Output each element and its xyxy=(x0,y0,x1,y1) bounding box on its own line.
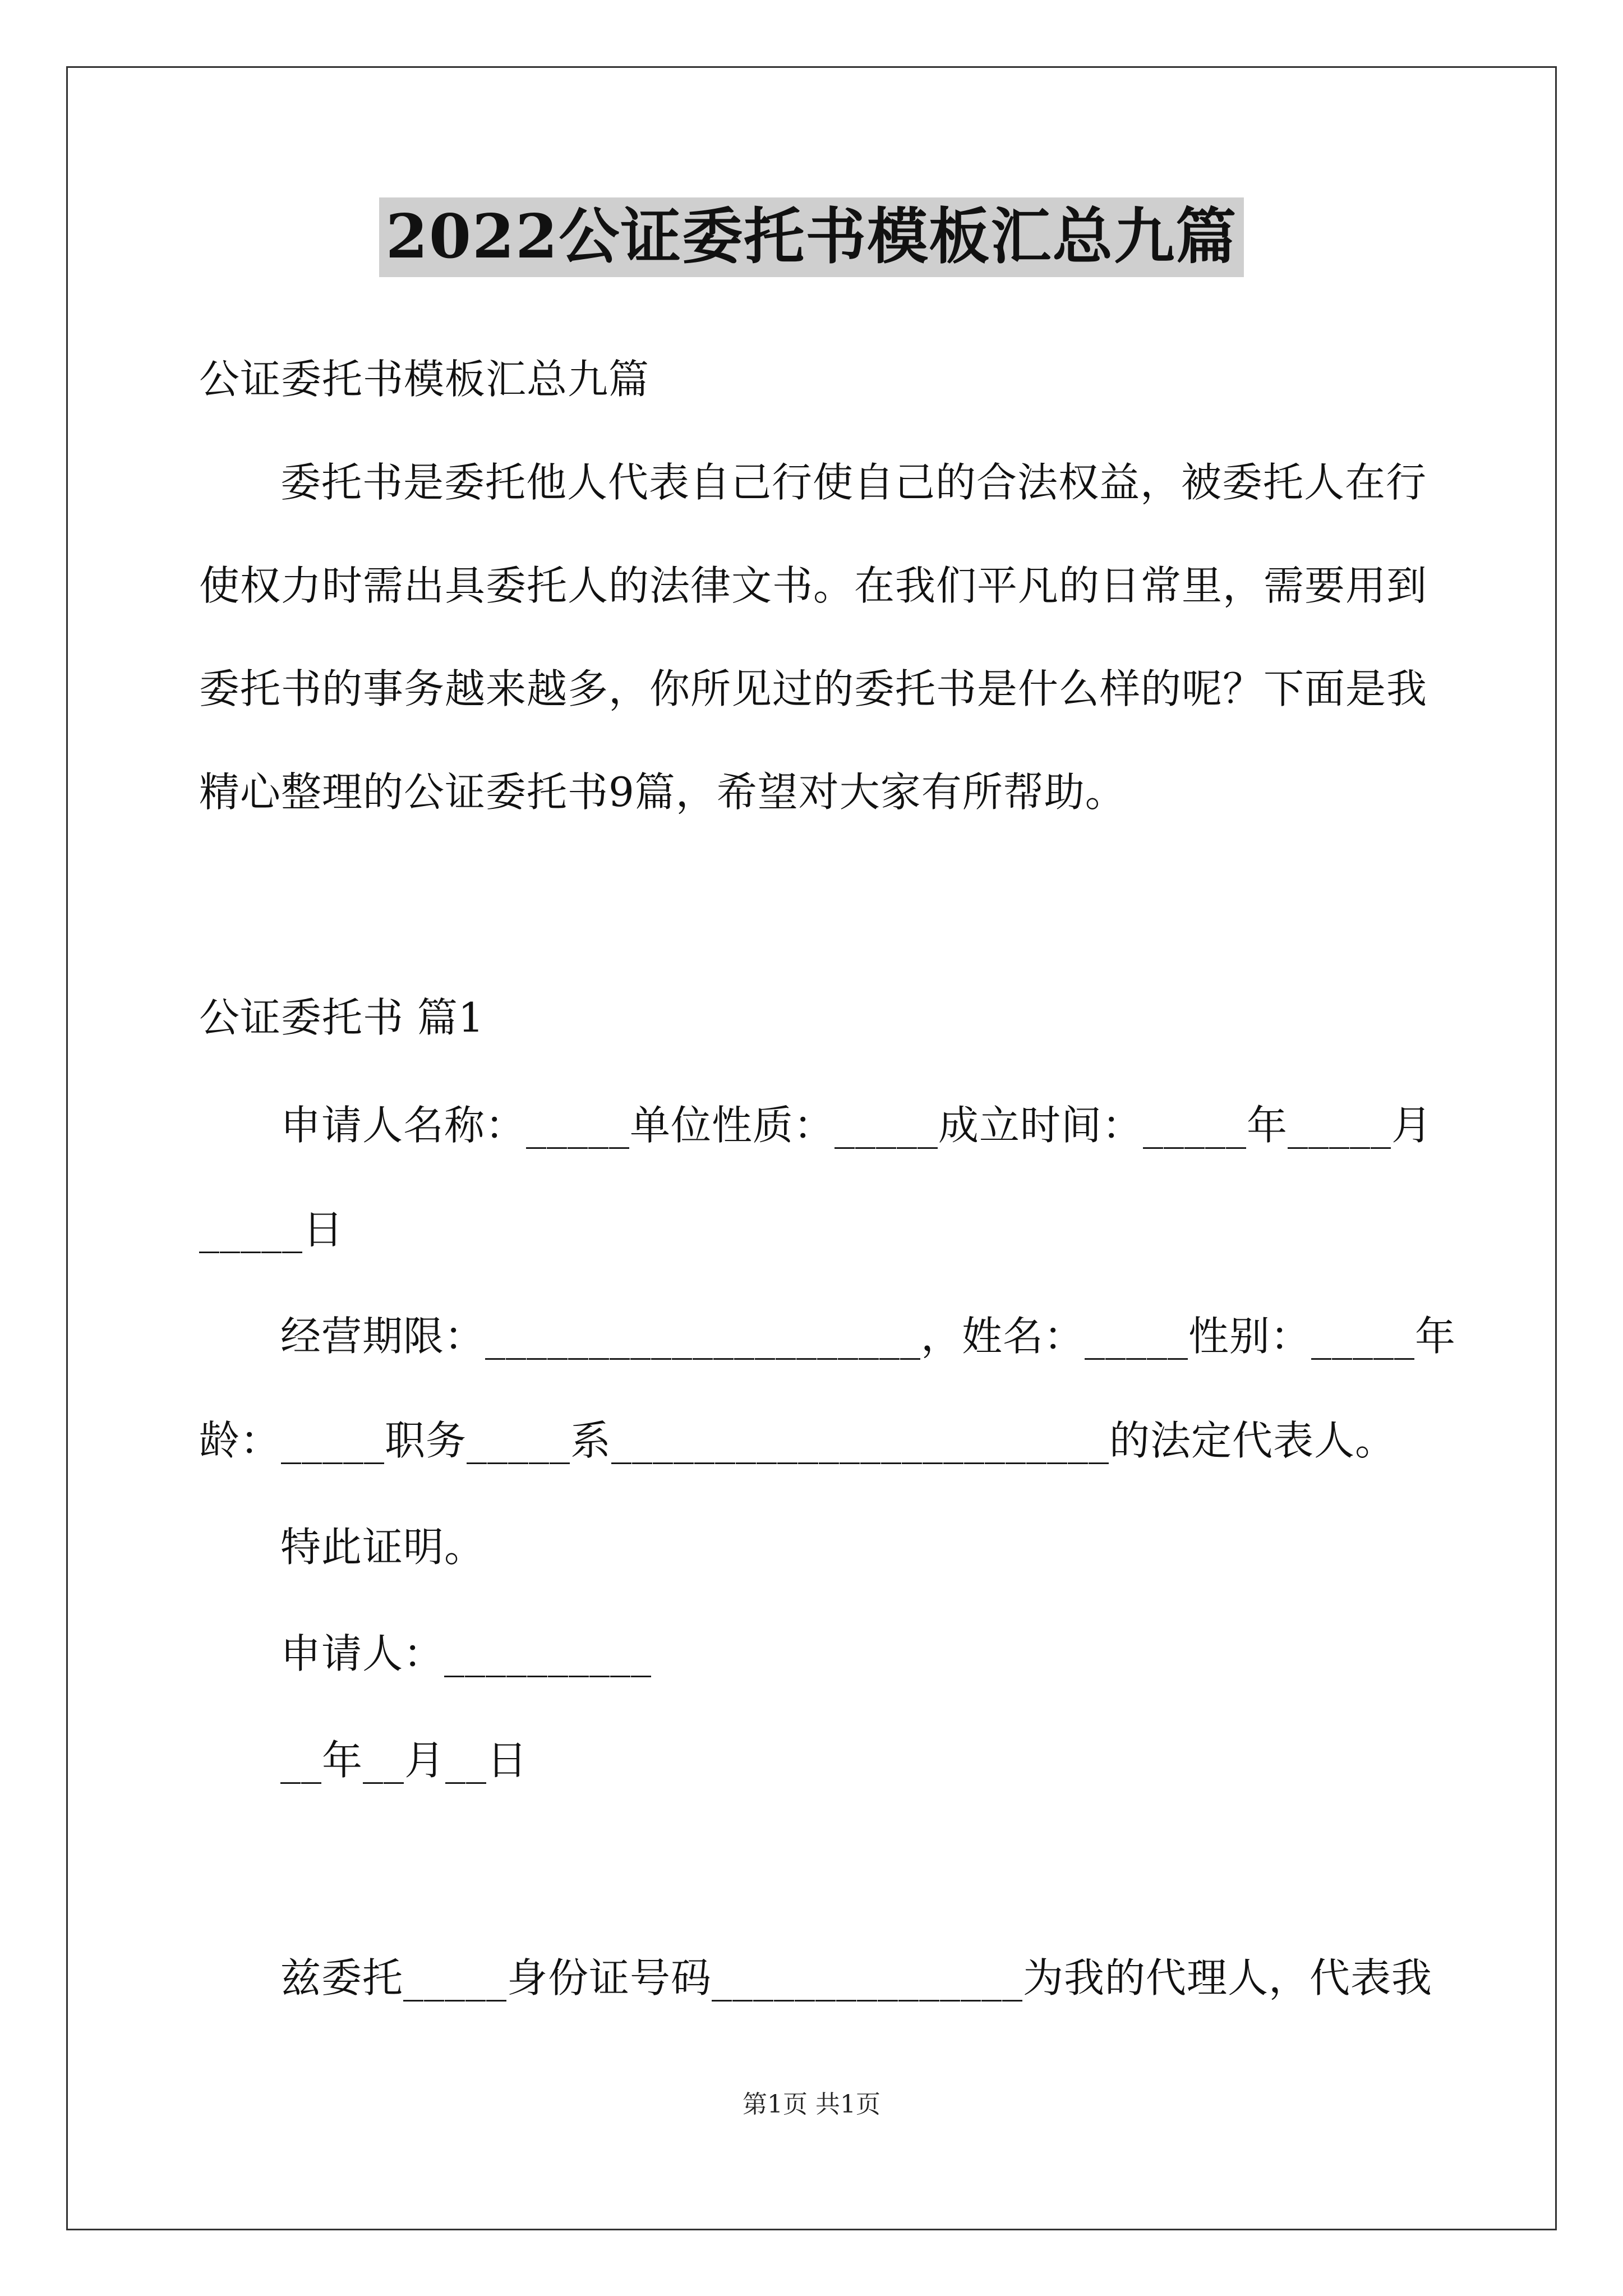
intro-line-2: 使权力时需出具委托人的法律文书。在我们平凡的日常里，需要用到 xyxy=(199,562,1428,609)
section-heading: 公证委托书 篇1 xyxy=(199,994,485,1041)
intro-line-1: 委托书是委托他人代表自己行使自己的合法权益，被委托人在行 xyxy=(280,459,1427,506)
intro-line-3: 委托书的事务越来越多，你所见过的委托书是什么样的呢？下面是我 xyxy=(199,665,1428,712)
body-line-3: 经营期限：_____________________，姓名：_____性别：_____年 xyxy=(280,1313,1456,1360)
document-title: 2022公证委托书模板汇总九篇 xyxy=(379,197,1244,277)
body-line-7: __年__月__日 xyxy=(280,1737,528,1784)
document-subtitle: 公证委托书模板汇总九篇 xyxy=(199,356,650,403)
body-line-2: _____日 xyxy=(199,1206,344,1253)
intro-line-4: 精心整理的公证委托书9篇，希望对大家有所帮助。 xyxy=(199,769,1126,816)
page-footer: 第1页 共1页 xyxy=(743,2090,880,2119)
title-container xyxy=(0,197,1623,277)
body-line-1: 申请人名称：_____单位性质：_____成立时间：_____年_____月 xyxy=(280,1102,1433,1149)
body-line-6: 申请人：__________ xyxy=(280,1630,652,1677)
body-line-8: 兹委托_____身份证号码_______________为我的代理人，代表我 xyxy=(280,1954,1433,2001)
body-line-5: 特此证明。 xyxy=(280,1524,486,1571)
body-line-4: 龄：_____职务_____系________________________的法定代表人。 xyxy=(199,1417,1396,1464)
